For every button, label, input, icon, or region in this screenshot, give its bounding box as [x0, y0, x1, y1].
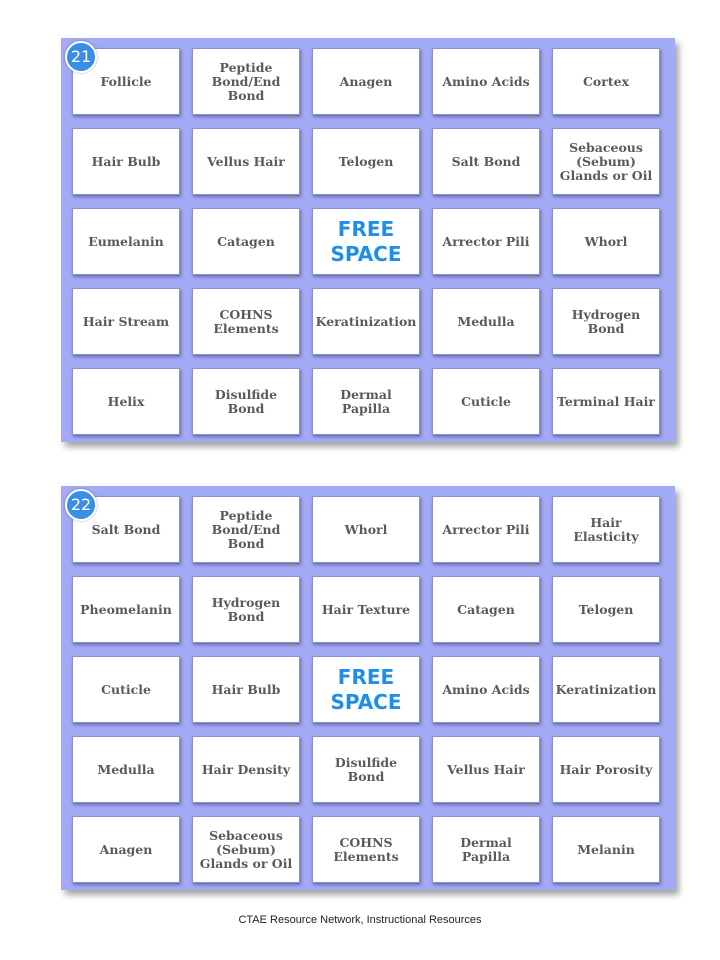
bingo-cell: Vellus Hair: [432, 736, 540, 803]
bingo-cell: Disulfide Bond: [192, 368, 300, 435]
bingo-cell: Cortex: [552, 48, 660, 115]
bingo-cell: Cuticle: [72, 656, 180, 723]
free-space-cell: FREE SPACE: [312, 656, 420, 723]
bingo-cell: Amino Acids: [432, 48, 540, 115]
bingo-cell: Salt Bond: [432, 128, 540, 195]
bingo-cell: Eumelanin: [72, 208, 180, 275]
bingo-cell: Hair Bulb: [72, 128, 180, 195]
card-number-badge: 22: [65, 489, 97, 521]
footer-credit: CTAE Resource Network, Instructional Resources: [238, 914, 482, 926]
bingo-cell: Arrector Pili: [432, 208, 540, 275]
bingo-card-22: [61, 486, 675, 890]
bingo-cell: Medulla: [432, 288, 540, 355]
bingo-cell: Catagen: [192, 208, 300, 275]
bingo-cell: Catagen: [432, 576, 540, 643]
bingo-cell: Disulfide Bond: [312, 736, 420, 803]
bingo-card-21: [61, 38, 675, 442]
bingo-cell: Follicle: [72, 48, 180, 115]
bingo-cell: Salt Bond: [72, 496, 180, 563]
bingo-cell: Medulla: [72, 736, 180, 803]
bingo-cell: Keratinization: [312, 288, 420, 355]
free-space-cell: FREE SPACE: [312, 208, 420, 275]
bingo-cell: Hair Density: [192, 736, 300, 803]
bingo-cell: Telogen: [312, 128, 420, 195]
bingo-cell: Telogen: [552, 576, 660, 643]
card-number-badge: 21: [65, 41, 97, 73]
bingo-cell: Sebaceous (Sebum) Glands or Oil: [192, 816, 300, 883]
bingo-cell: Peptide Bond/End Bond: [192, 48, 300, 115]
bingo-cell: Helix: [72, 368, 180, 435]
bingo-cell: Sebaceous (Sebum) Glands or Oil: [552, 128, 660, 195]
bingo-cell: Keratinization: [552, 656, 660, 723]
bingo-cell: Vellus Hair: [192, 128, 300, 195]
bingo-cell: Melanin: [552, 816, 660, 883]
bingo-cell: Dermal Papilla: [312, 368, 420, 435]
bingo-cell: Anagen: [312, 48, 420, 115]
bingo-cell: Terminal Hair: [552, 368, 660, 435]
bingo-cell: Hair Elasticity: [552, 496, 660, 563]
bingo-cell: Arrector Pili: [432, 496, 540, 563]
bingo-cell: Hair Porosity: [552, 736, 660, 803]
bingo-cell: Pheomelanin: [72, 576, 180, 643]
bingo-cell: Dermal Papilla: [432, 816, 540, 883]
bingo-cell: COHNS Elements: [312, 816, 420, 883]
bingo-cell: Hair Bulb: [192, 656, 300, 723]
bingo-cell: Hydrogen Bond: [192, 576, 300, 643]
bingo-cell: Whorl: [312, 496, 420, 563]
bingo-cell: Hydrogen Bond: [552, 288, 660, 355]
bingo-cell: Anagen: [72, 816, 180, 883]
bingo-cell: Hair Stream: [72, 288, 180, 355]
bingo-cell: Hair Texture: [312, 576, 420, 643]
bingo-cell: Cuticle: [432, 368, 540, 435]
bingo-cell: Whorl: [552, 208, 660, 275]
bingo-cell: Amino Acids: [432, 656, 540, 723]
bingo-cell: Peptide Bond/End Bond: [192, 496, 300, 563]
bingo-cell: COHNS Elements: [192, 288, 300, 355]
